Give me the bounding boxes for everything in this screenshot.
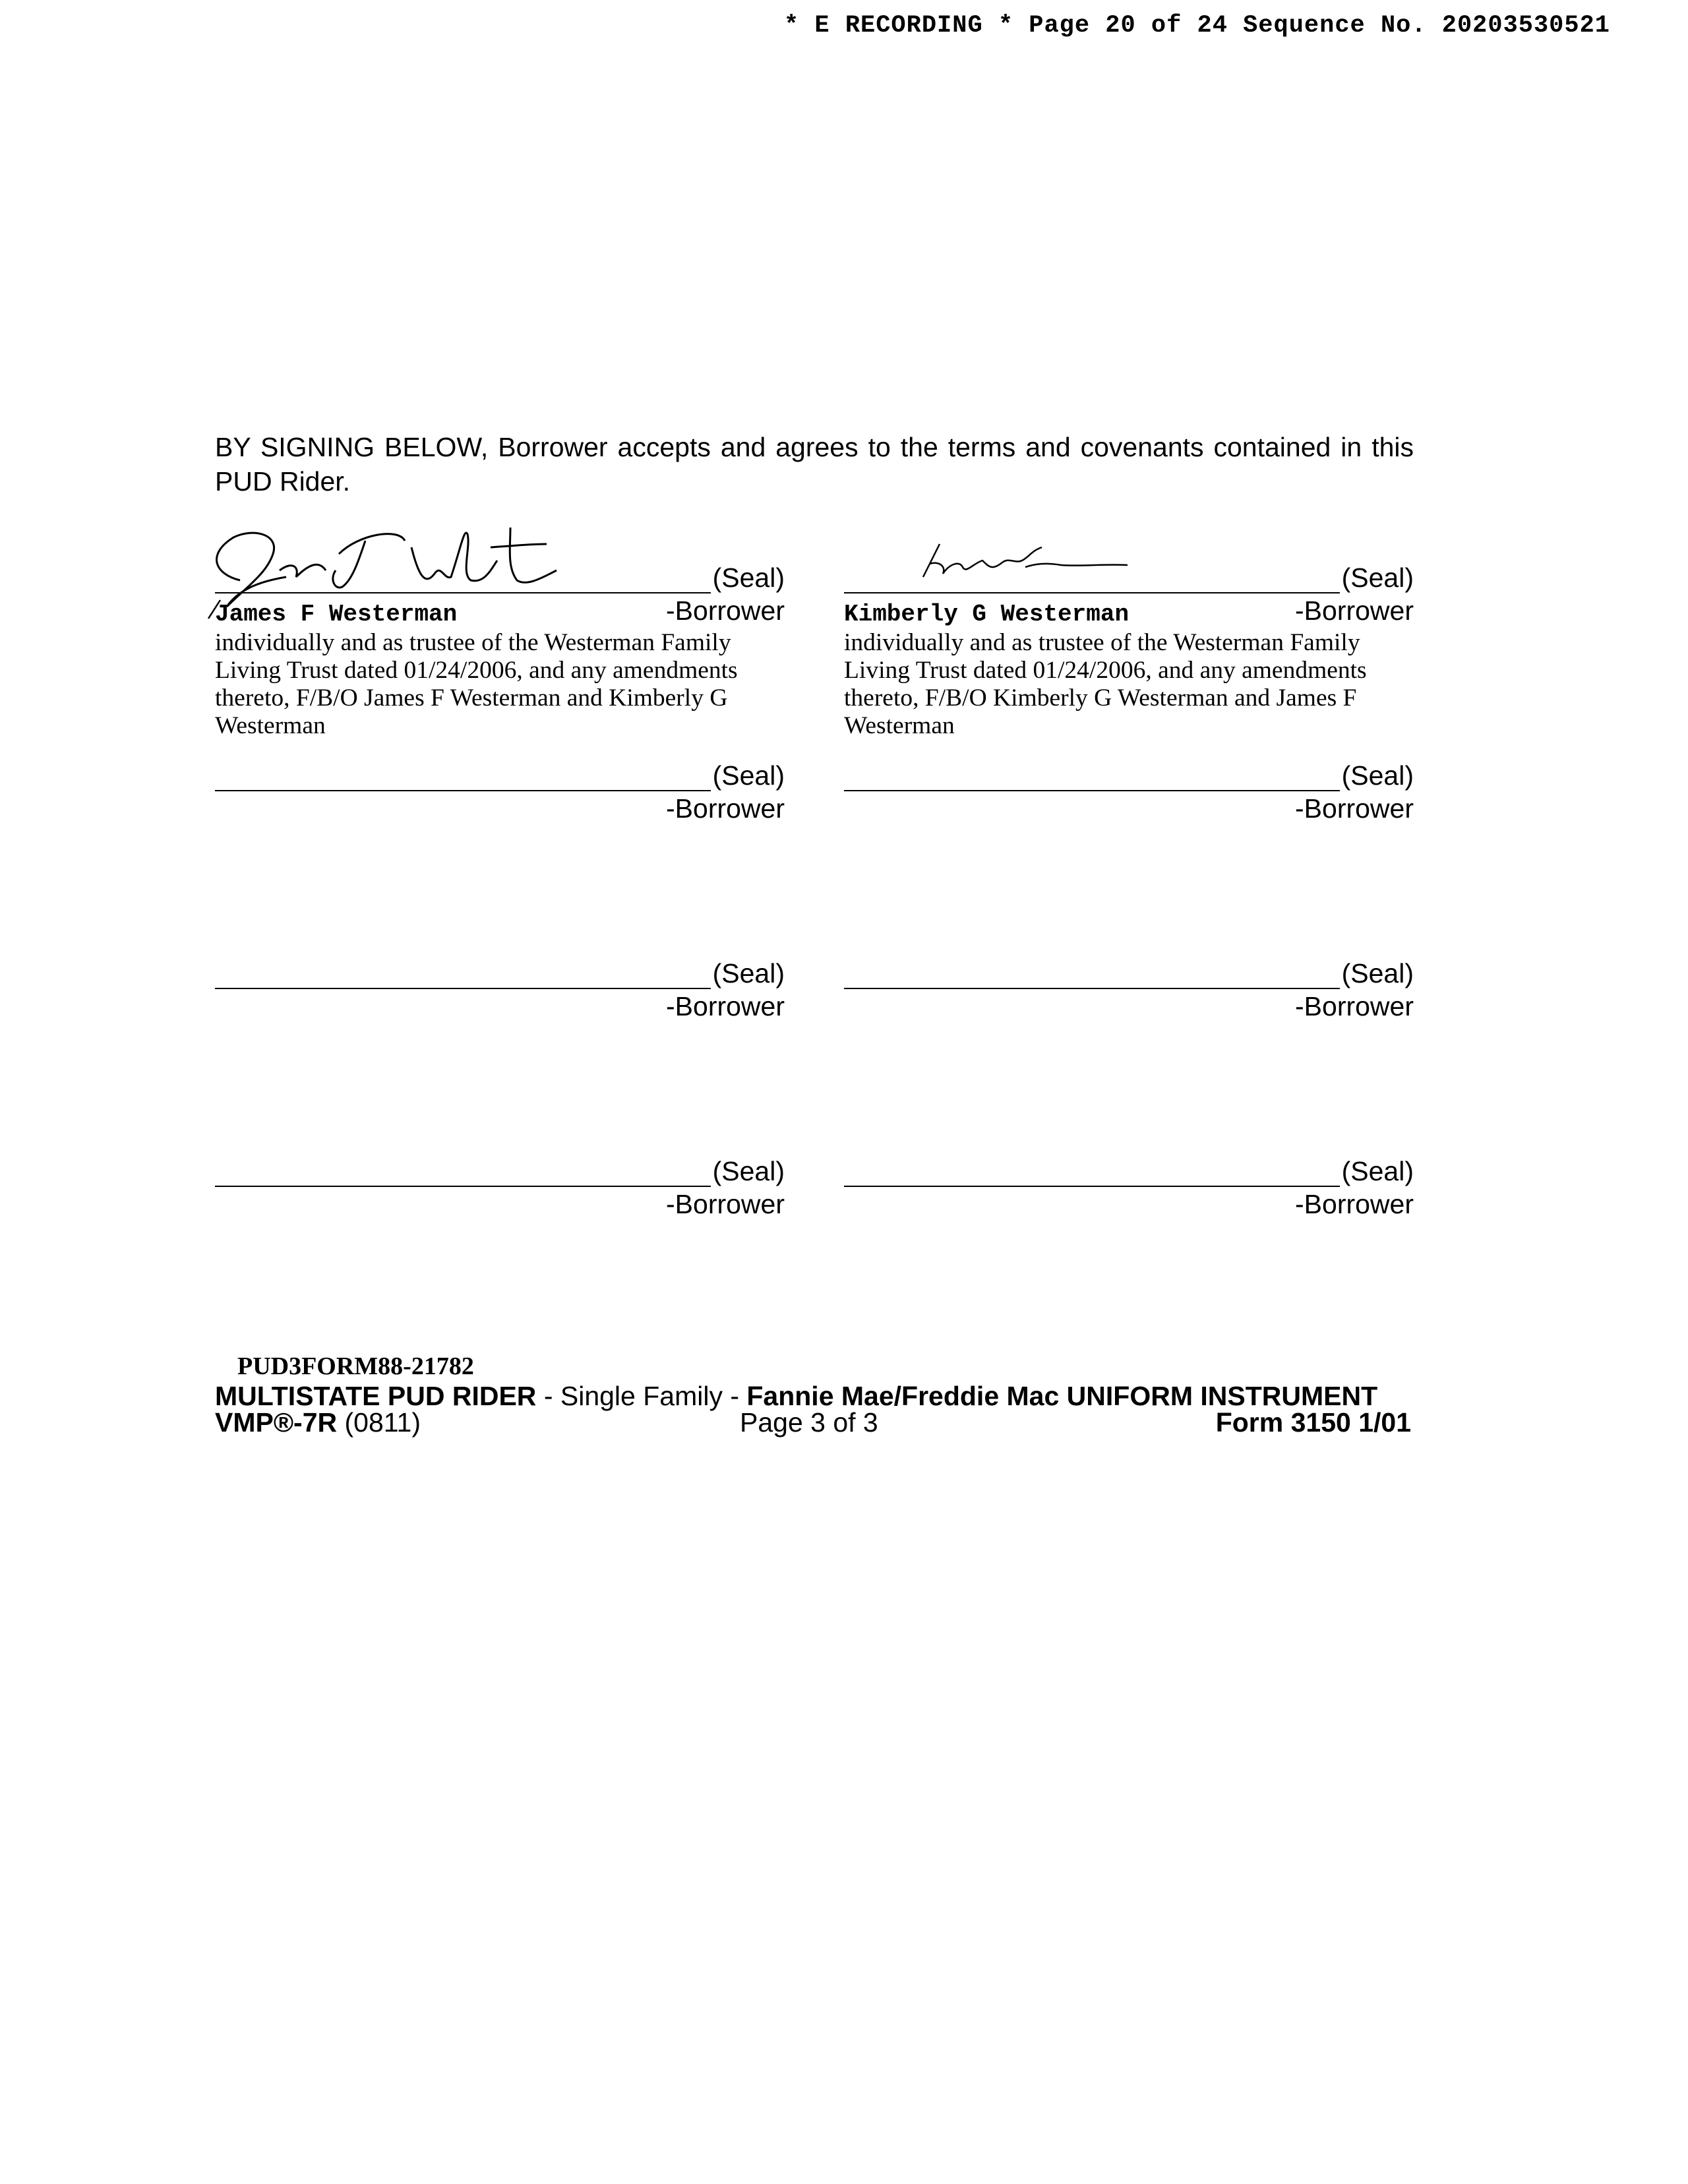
- signature-line: [844, 1186, 1340, 1187]
- form-number: Form 3150 1/01: [1215, 1407, 1411, 1438]
- signature-line: [215, 592, 711, 593]
- signer-capacity: individually and as trustee of the Westerman Family Living Trust dated 01/24/2006, and any amendments thereto, F/B/O Kimberly G Westerman and James F Westerman: [844, 629, 1367, 739]
- signature-block: [215, 956, 785, 1048]
- handwritten-signature-kimberly: [910, 537, 1134, 590]
- signature-block-james: [215, 561, 785, 739]
- borrower-label: -Borrower: [1295, 991, 1414, 1021]
- seal-label: (Seal): [1341, 760, 1414, 791]
- signature-block: [844, 956, 1414, 1048]
- signature-block-kimberly: [844, 561, 1414, 739]
- signature-line: [844, 592, 1340, 593]
- signature-line: [844, 790, 1340, 791]
- signature-block: [844, 1154, 1414, 1246]
- signature-block: [844, 758, 1414, 851]
- footer-title-bold: MULTISTATE PUD RIDER: [215, 1381, 537, 1411]
- borrower-label: -Borrower: [666, 991, 785, 1021]
- signature-block: [215, 758, 785, 851]
- footer-meta: [215, 1407, 1414, 1438]
- signature-line: [215, 790, 711, 791]
- seal-label: (Seal): [712, 958, 785, 988]
- signature-line: [844, 988, 1340, 989]
- signing-statement: BY SIGNING BELOW, Borrower accepts and agrees to the terms and covenants contained in this PUD Rider.: [215, 432, 1414, 497]
- footer-title-right: Fannie Mae/Freddie Mac UNIFORM INSTRUMENT: [746, 1381, 1378, 1411]
- vmp-code-normal: (0811): [337, 1407, 421, 1438]
- signature-line: [215, 988, 711, 989]
- borrower-label: -Borrower: [1295, 1189, 1414, 1219]
- seal-label: (Seal): [1341, 958, 1414, 988]
- signer-name: James F Westerman: [215, 601, 458, 628]
- seal-label: (Seal): [1341, 562, 1414, 593]
- borrower-label: -Borrower: [666, 793, 785, 824]
- signer-capacity: individually and as trustee of the Westerman Family Living Trust dated 01/24/2006, and any amendments thereto, F/B/O James F Westerman and Kimberly G Westerman: [215, 629, 738, 739]
- vmp-code-bold: VMP®-7R: [215, 1407, 338, 1438]
- borrower-label: -Borrower: [1295, 595, 1414, 626]
- form-code: PUD3FORM88-21782: [237, 1352, 474, 1380]
- recording-stamp: * E RECORDING * Page 20 of 24 Sequence No. 20203530521: [784, 12, 1610, 40]
- page-number: Page 3 of 3: [740, 1407, 878, 1438]
- seal-label: (Seal): [712, 562, 785, 593]
- borrower-label: -Borrower: [666, 1189, 785, 1219]
- seal-label: (Seal): [1341, 1156, 1414, 1186]
- footer-title-normal: - Single Family -: [536, 1381, 747, 1411]
- borrower-label: -Borrower: [666, 595, 785, 626]
- vmp-code: [215, 1407, 421, 1438]
- borrower-label: -Borrower: [1295, 793, 1414, 824]
- signature-line: [215, 1186, 711, 1187]
- signer-name: Kimberly G Westerman: [844, 601, 1130, 628]
- signature-block: [215, 1154, 785, 1246]
- seal-label: (Seal): [712, 760, 785, 791]
- seal-label: (Seal): [712, 1156, 785, 1186]
